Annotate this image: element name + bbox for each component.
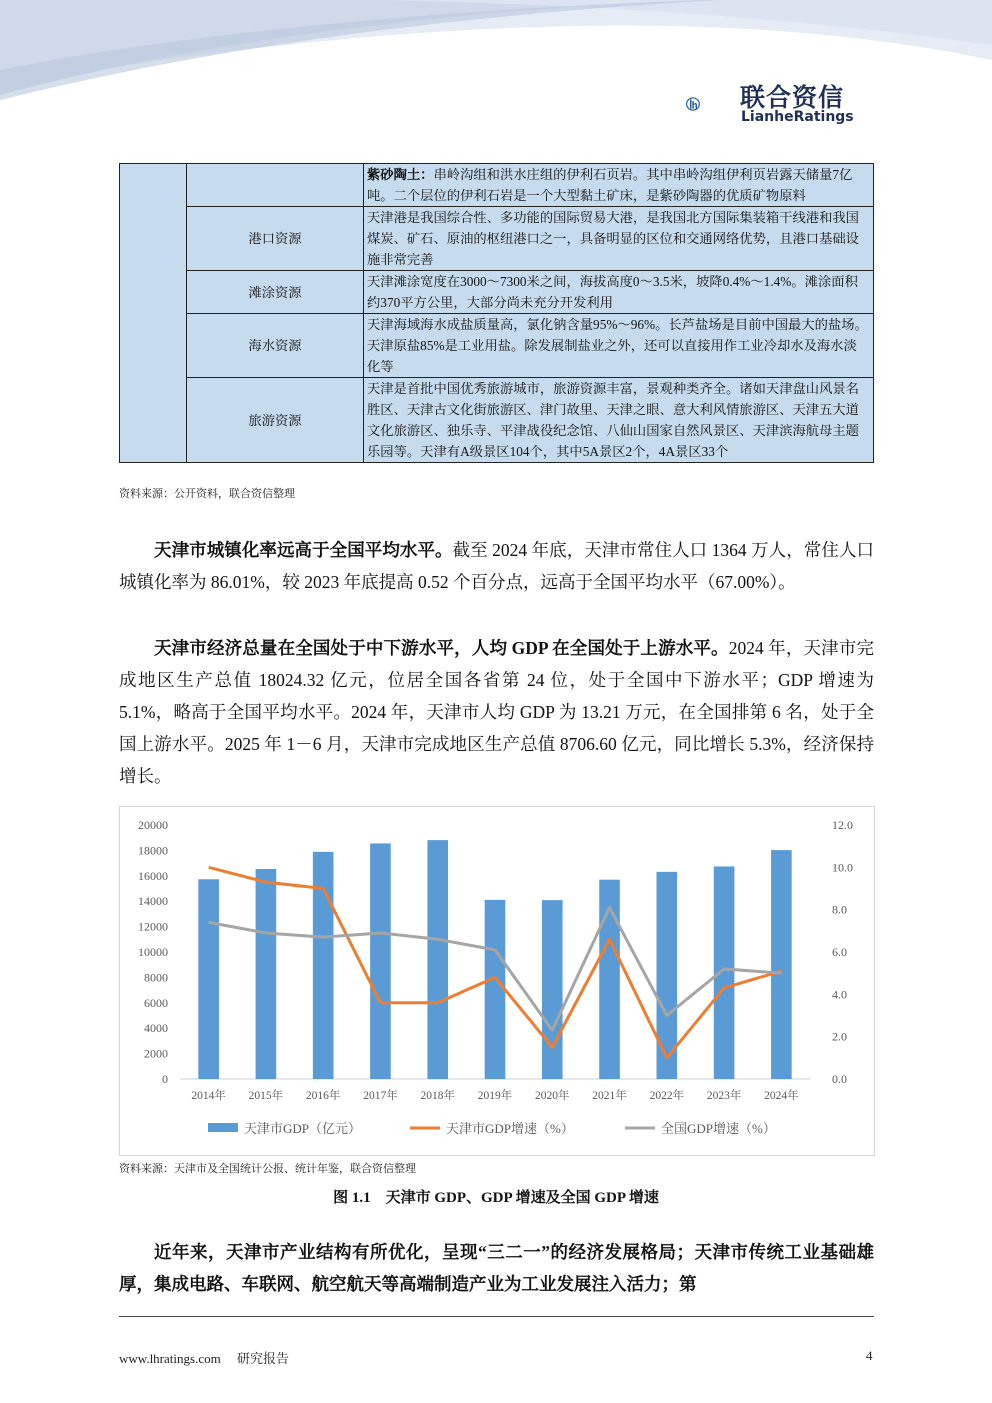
brand-name-en: LianheRatings [741, 109, 854, 125]
bar-gdp [542, 900, 563, 1079]
paragraph-lead: 天津市城镇化率远高于全国平均水平。 [154, 540, 453, 560]
gdp-chart [119, 806, 875, 1156]
footer-doc-type: 研究报告 [236, 1351, 289, 1366]
desc-prefix: 紫砂陶土： [367, 167, 434, 182]
y-left-tick-label: 8000 [144, 970, 168, 985]
x-tick-label: 2019年 [477, 1090, 513, 1102]
paragraph-urbanization [119, 534, 874, 598]
y-left-tick-label: 0 [162, 1072, 168, 1086]
bar-gdp [771, 850, 792, 1079]
table-cell-empty [120, 164, 187, 463]
table-cell-category: 旅游资源 [187, 378, 364, 463]
table-row [120, 314, 874, 378]
y-left-tick-label: 2000 [144, 1046, 168, 1061]
y-left-tick-label: 20000 [138, 818, 168, 832]
table-cell-category: 滩涂资源 [187, 271, 364, 314]
table-row [120, 378, 874, 463]
x-tick-label: 2024年 [764, 1090, 799, 1102]
paragraph-industry [119, 1236, 874, 1300]
table-cell-desc: 天津是首批中国优秀旅游城市，旅游资源丰富，景观种类齐全。诸如天津盘山风景名胜区、天津古文化街旅游区、津门故里、天津之眼、意大利风情旅游区、天津五大道文化旅游区、独乐寺、平津战役纪念馆、八仙山国家自然风景区、天津滨海航母主题乐园等。天津有A级景区104个，其中5A景区2个，4A景区33个 [364, 378, 874, 463]
table-cell-category: 海水资源 [187, 314, 364, 378]
paragraph-body: 截至 2024 年底，天津市常住人口 1364 万人，常住人口城镇化率为 86.01%，较 2023 年底提高 0.52 个百分点，远高于全国平均水平（67.00%）。 [119, 540, 875, 592]
table-row [120, 207, 874, 271]
chart-caption: 图 1.1 天津市 GDP、GDP 增速及全国 GDP 增速 [333, 1190, 659, 1206]
y-right-tick-label: 6.0 [832, 945, 847, 959]
brand-name-cn: 联合资信 [740, 83, 845, 112]
legend-label: 天津市GDP增速（%） [446, 1121, 574, 1136]
gdp-chart-svg [120, 807, 874, 1155]
y-right-tick-label: 4.0 [832, 987, 847, 1002]
legend-label: 全国GDP增速（%） [661, 1121, 776, 1136]
y-left-tick-label: 4000 [144, 1021, 168, 1036]
x-tick-label: 2014年 [191, 1090, 226, 1102]
footer-site[interactable] [119, 1348, 289, 1367]
table-cell-desc: 天津港是我国综合性、多功能的国际贸易大港，是我国北方国际集装箱干线港和我国煤炭、矿石、原油的枢纽港口之一，具备明显的区位和交通网络优势，且港口基础设施非常完善 [364, 207, 874, 271]
table-source-note: 资料来源：公开资料，联合资信整理 [119, 487, 295, 500]
table-cell-desc: 天津海域海水成盐质量高，氯化钠含量95%～96%。长芦盐场是目前中国最大的盐场。天津原盐85%是工业用盐。除发展制盐业之外，还可以直接用作工业冷却水及海水淡化等 [364, 314, 874, 378]
table-row [120, 164, 874, 207]
y-right-tick-label: 10.0 [832, 860, 853, 875]
x-tick-label: 2021年 [592, 1090, 627, 1102]
paragraph-lead: 天津市经济总量在全国处于中下游水平，人均 GDP 在全国处于上游水平。 [154, 638, 729, 658]
y-left-tick-label: 12000 [138, 919, 168, 934]
footer-site-url[interactable]: www.lhratings.com [119, 1351, 221, 1366]
bar-gdp [313, 852, 334, 1079]
bar-gdp [714, 866, 735, 1079]
bar-gdp [427, 840, 448, 1079]
bar-gdp [485, 900, 506, 1079]
bar-gdp [370, 843, 391, 1079]
bar-gdp [256, 869, 277, 1079]
footer-divider [119, 1316, 874, 1317]
brand-logo [686, 80, 738, 128]
page-number: 4 [866, 1348, 873, 1363]
legend-label: 天津市GDP（亿元） [244, 1121, 362, 1136]
y-left-tick-label: 14000 [138, 894, 168, 909]
table-cell-category [187, 164, 364, 207]
y-right-tick-label: 2.0 [832, 1029, 847, 1044]
resources-table [119, 163, 874, 463]
paragraph-economy [119, 632, 874, 792]
table-cell-desc [364, 164, 874, 207]
legend-swatch-bar [208, 1123, 238, 1132]
y-right-tick-label: 12.0 [832, 818, 853, 832]
y-left-tick-label: 6000 [144, 995, 168, 1010]
x-tick-label: 2022年 [649, 1090, 685, 1102]
y-left-tick-label: 18000 [138, 843, 168, 858]
x-tick-label: 2017年 [363, 1090, 398, 1102]
y-left-tick-label: 10000 [138, 945, 168, 959]
bar-gdp [198, 879, 219, 1079]
x-tick-label: 2023年 [706, 1090, 742, 1102]
x-tick-label: 2020年 [535, 1090, 570, 1102]
x-tick-label: 2018年 [420, 1090, 455, 1102]
paragraph-lead: 近年来，天津市产业结构有所优化，呈现“三二一”的经济发展格局；天津市传统工业基础雄厚，集成电路、车联网、航空航天等高端制造产业为工业发展注入活力；第 [119, 1242, 874, 1294]
x-tick-label: 2016年 [305, 1090, 341, 1102]
y-left-tick-label: 16000 [138, 868, 168, 883]
paragraph-body: 2024 年，天津市完成地区生产总值 18024.32 亿元，位居全国各省第 24 位，处于全国中下游水平；GDP 增速为 5.1%，略高于全国平均水平。2024 年，天津市人均 GDP 为 13.21 万元，在全国排第 6 名，处于全国上游水平。2025 年 1－6 月，天津市完成地区生产总值 8706.60 亿元，同比增长 5.3%，经济保持增长。 [119, 638, 874, 786]
y-right-tick-label: 0.0 [832, 1072, 847, 1086]
desc-text: 串岭沟组和洪水庄组的伊利石页岩。其中串岭沟组伊利页岩露天储量7亿吨。二个层位的伊利石岩是一个大型黏土矿床，是紫砂陶器的优质矿物原料 [367, 167, 853, 203]
chart-source-note: 资料来源：天津市及全国统计公报、统计年鉴，联合资信整理 [119, 1162, 416, 1175]
x-tick-label: 2015年 [248, 1090, 284, 1102]
table-cell-desc: 天津滩涂宽度在3000～7300米之间，海拔高度0～3.5米，坡降0.4%～1.4%。滩涂面积约370平方公里，大部分尚未充分开发利用 [364, 271, 874, 314]
y-right-tick-label: 8.0 [832, 902, 847, 917]
table-cell-category: 港口资源 [187, 207, 364, 271]
table-row [120, 271, 874, 314]
